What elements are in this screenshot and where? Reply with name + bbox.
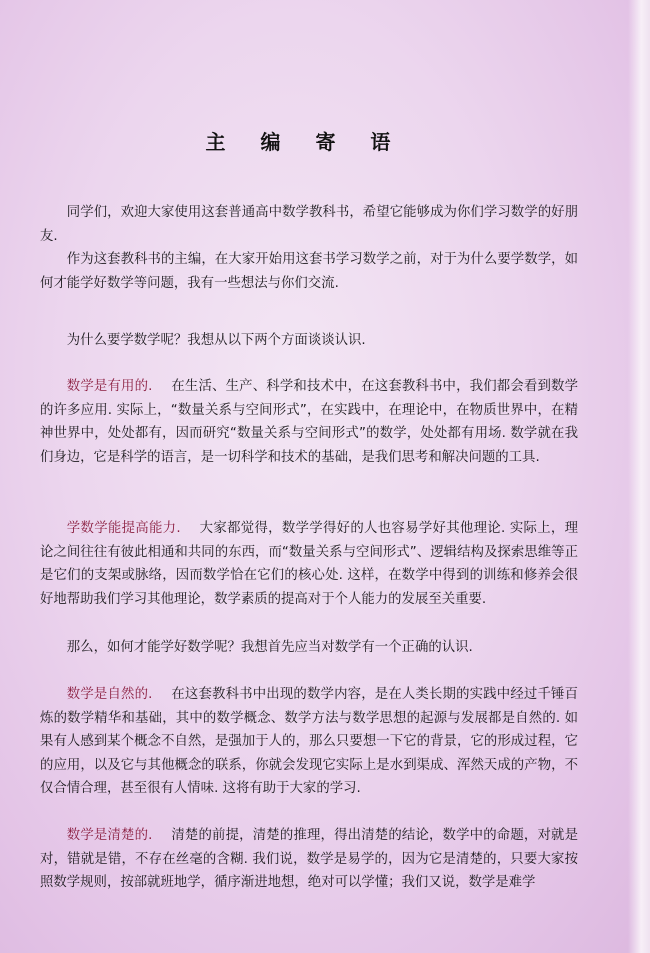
paragraph-useful [40,375,578,469]
paragraph-intro: 作为这套教科书的主编，在大家开始用这套书学习数学之前，对于为什么要学数学，如何才能学好数学等问题，我有一些想法与你们交流. [40,252,578,291]
text-useful: 在生活、生产、科学和技术中，在这套教科书中，我们都会看到数学的许多应用. 实际上，“数量关系与空间形式”，在实践中，在理论中，在物质世界中，在精神世界中，处处都有，因而研究“数量关系与空间形式”的数学，处处都有用场. 数学就在我们身边，它是科学的语言，是一切科学和技术的基础，是我们思考和解决问题的工具. [40,379,578,465]
heading-natural: 数学是自然的. [66,687,153,702]
heading-useful: 数学是有用的. [66,379,153,394]
paragraph-how: 那么，如何才能学好数学呢？我想首先应当对数学有一个正确的认识. [66,640,473,655]
paragraph-clear [40,824,578,895]
text-natural: 在这套教科书中出现的数学内容，是在人类长期的实践中经过千锤百炼的数学精华和基础，其中的数学概念、数学方法与数学思想的起源与发展都是自然的. 如果有人感到某个概念不自然，是强加于人的，那么只要想一下它的背景，它的形成过程，它的应用，以及它与其他概念的联系，你就会发现它实际上是水到渠成、浑然天成的产物，不仅合情合理，甚至很有人情味. 这将有助于大家的学习. [40,687,578,797]
heading-clear: 数学是清楚的. [66,828,153,843]
text-clear: 清楚的前提，清楚的推理，得出清楚的结论，数学中的命题，对就是对，错就是错，不存在丝毫的含糊. 我们说，数学是易学的，因为它是清楚的，只要大家按照数学规则，按部就班地学，循序渐进地想，绝对可以学懂；我们又说，数学是难学 [40,828,578,891]
paragraph-why: 为什么要学数学呢？我想从以下两个方面谈谈认识. [66,333,366,348]
paragraph-natural [40,683,578,801]
text-ability: 大家都觉得，数学学得好的人也容易学好其他理论. 实际上，理论之间往往有彼此相通和共同的东西，而“数量关系与空间形式”、逻辑结构及探索思维等正是它们的支架或脉络，因而数学恰在它们的核心处. 这样，在数学中得到的训练和修养会很好地帮助我们学习其他理论，数学素质的提高对于个人能力的发展至关重要. [40,521,578,607]
heading-ability: 学数学能提高能力. [66,521,181,536]
paragraph-ability [40,517,578,611]
paragraph-welcome: 同学们，欢迎大家使用这套普通高中数学教科书，希望它能够成为你们学习数学的好朋友. [40,205,578,244]
page-title: 主 编 寄 语 [205,130,405,154]
page-edge [628,0,650,953]
